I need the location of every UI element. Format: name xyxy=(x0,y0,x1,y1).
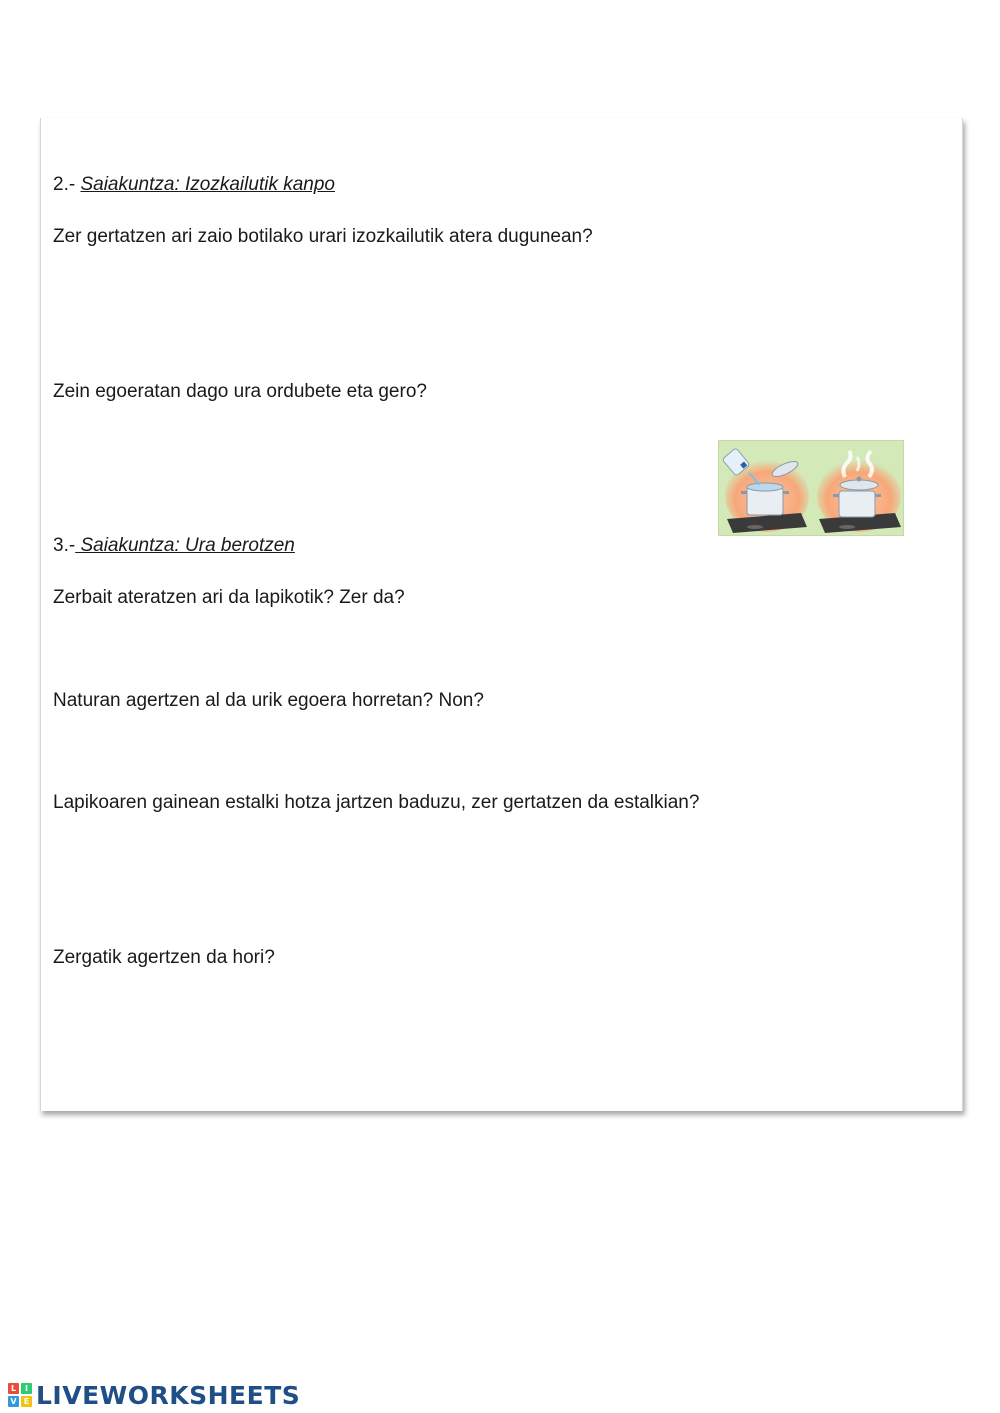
section-3-heading xyxy=(53,535,295,557)
logo-block: V xyxy=(8,1396,19,1407)
section-3-question-2: Naturan agertzen al da urik egoera horretan? Non? xyxy=(53,690,484,711)
logo-block: E xyxy=(21,1396,32,1407)
section-2-heading xyxy=(53,174,335,196)
section-2-title: Saiakuntza: Izozkailutik kanpo xyxy=(80,174,335,195)
boiling-pot-icon xyxy=(719,441,904,536)
section-2-question-2: Zein egoeratan dago ura ordubete eta gero? xyxy=(53,381,427,402)
liveworksheets-logo[interactable] xyxy=(8,1381,300,1409)
section-3-question-1: Zerbait ateratzen ari da lapikotik? Zer da? xyxy=(53,587,405,608)
section-2-question-1: Zer gertatzen ari zaio botilako urari izozkailutik atera dugunean? xyxy=(53,226,593,247)
section-2-number: 2.- xyxy=(53,174,81,195)
section-3-question-4: Zergatik agertzen da hori? xyxy=(53,947,275,968)
section-3-question-3: Lapikoaren gainean estalki hotza jartzen baduzu, zer gertatzen da estalkian? xyxy=(53,792,700,813)
logo-block: I xyxy=(21,1383,32,1394)
boiling-pot-illustration xyxy=(718,440,904,536)
logo-block: L xyxy=(8,1383,19,1394)
logo-text: LIVEWORKSHEETS xyxy=(36,1380,301,1410)
section-3-number: 3.- xyxy=(53,535,76,556)
section-3-title: Saiakuntza: Ura berotzen xyxy=(75,535,295,556)
logo-blocks-icon xyxy=(8,1383,32,1407)
